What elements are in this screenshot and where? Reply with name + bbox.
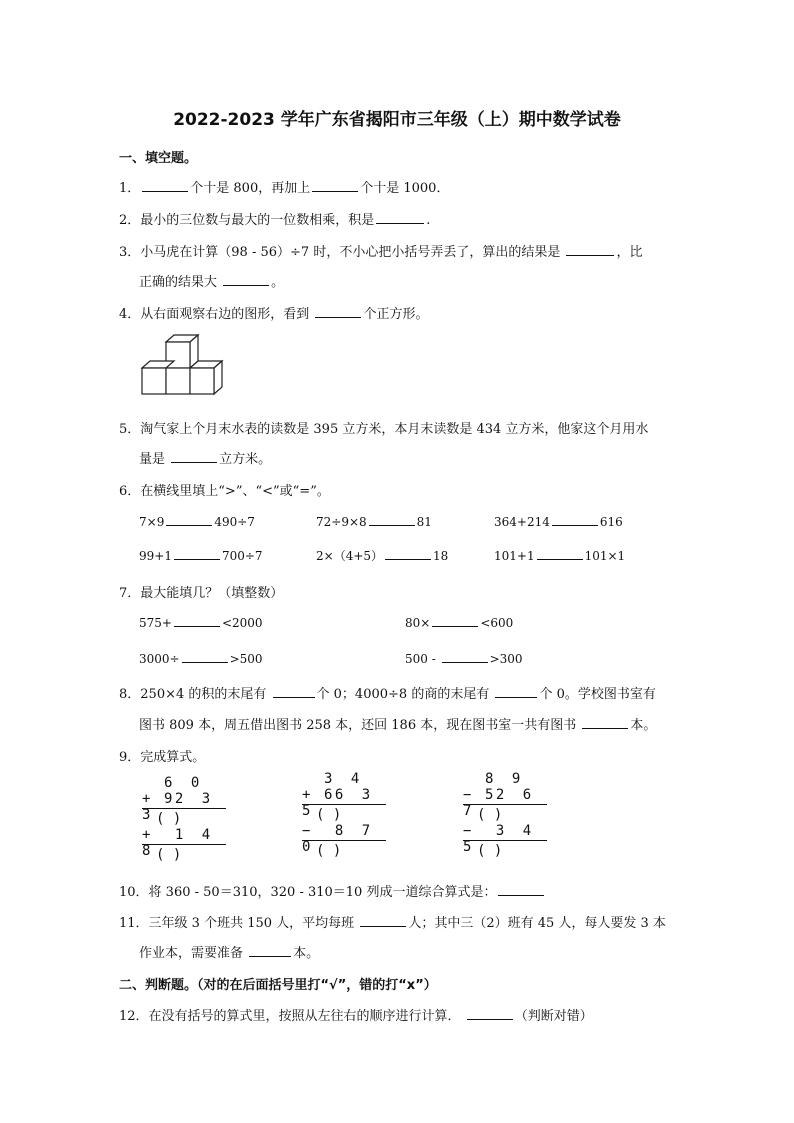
fill-item: 80× <600: [405, 616, 514, 630]
calc-operator: −: [463, 823, 477, 839]
answer-parentheses[interactable]: ( ): [477, 807, 503, 823]
question-1: [119, 177, 449, 196]
question-number: 9．: [119, 750, 141, 765]
question-text: 立方米。: [219, 452, 272, 467]
answer-parentheses[interactable]: ( ): [316, 843, 342, 859]
answer-parentheses[interactable]: ( ): [316, 807, 342, 823]
answer-blank[interactable]: [582, 716, 628, 729]
question-text: 从右面观察右边的图形，看到: [140, 307, 310, 322]
question-4: [119, 303, 428, 322]
answer-parentheses[interactable]: ( ): [156, 811, 182, 827]
question-10: [119, 881, 546, 900]
calc-number: 3 4 5: [463, 823, 537, 855]
calc-operator: +: [302, 787, 316, 803]
question-number: 2．: [119, 213, 141, 228]
calc-number: 2 3 3: [142, 791, 216, 823]
vertical-calculation-3: [463, 771, 547, 859]
answer-blank[interactable]: [385, 547, 431, 560]
question-text: 图书 809 本，周五借出图书 258 本，还回 186 本，现在图书室一共有图书: [139, 718, 577, 733]
answer-blank[interactable]: [273, 685, 315, 698]
question-text: 最小的三位数与最大的一位数相乘，积是: [140, 213, 375, 228]
question-11-continued: [139, 942, 319, 961]
answer-blank[interactable]: [467, 1007, 513, 1020]
calc-number: 6 0 9: [164, 775, 205, 807]
question-text: .: [426, 213, 431, 228]
compare-item: 99+1 700÷7: [139, 549, 263, 563]
cube-front-face: [190, 368, 214, 394]
answer-blank[interactable]: [166, 513, 212, 526]
question-text: 作业本，需要准备: [139, 946, 244, 961]
question-text: 将 360 - 50＝310，320 - 310＝10 列成一道综合算式是：: [148, 885, 497, 900]
cube-figure: [137, 334, 237, 400]
question-text: 个 0。学校图书室有: [539, 687, 656, 702]
answer-blank[interactable]: [174, 547, 220, 560]
compare-item: 101+1 101×1: [494, 549, 626, 563]
question-text: 正确的结果大: [139, 275, 218, 290]
question-number: 7．: [119, 586, 141, 601]
calc-operator: −: [302, 823, 316, 839]
question-text: 淘气家上个月末水表的读数是 395 立方米，本月末读数是 434 立方米，他家这个月用水: [140, 422, 649, 437]
answer-blank[interactable]: [566, 243, 614, 256]
answer-blank[interactable]: [432, 614, 478, 627]
calc-operator: +: [142, 791, 156, 807]
question-6: [119, 480, 330, 499]
page-title: 2022-2023 学年广东省揭阳市三年级（上）期中数学试卷: [173, 110, 621, 130]
question-text: 个十是 800，再加上: [190, 181, 311, 196]
answer-blank[interactable]: [174, 614, 220, 627]
compare-item: 364+214 616: [494, 515, 623, 529]
question-11: [119, 912, 666, 931]
question-text: 本。: [293, 946, 320, 961]
question-number: 5．: [119, 422, 141, 437]
question-text: 本。: [630, 718, 657, 733]
compare-item: 72÷9×8 81: [316, 515, 432, 529]
question-text: 250×4 的积的末尾有: [140, 687, 267, 702]
question-text: 人；其中三（2）班有 45 人，每人要发 3 本: [408, 916, 666, 931]
vertical-calculation-1: [142, 775, 226, 863]
cube-front-face: [142, 368, 166, 394]
question-number: 12．: [119, 1009, 149, 1024]
answer-blank[interactable]: [223, 273, 269, 286]
question-text: ，比: [616, 245, 643, 260]
question-7: [119, 582, 283, 601]
question-number: 8．: [119, 687, 141, 702]
question-number: 6．: [119, 484, 141, 499]
answer-blank[interactable]: [182, 650, 228, 663]
question-number: 4．: [119, 307, 141, 322]
section-heading-fill-in: 一、填空题。: [119, 151, 198, 166]
answer-blank[interactable]: [537, 547, 583, 560]
calc-operator: −: [463, 787, 477, 803]
answer-blank[interactable]: [442, 650, 488, 663]
question-2: [119, 209, 430, 228]
calc-number: 8 9 5: [485, 771, 526, 803]
fill-item: 3000÷ >500: [139, 652, 263, 666]
question-number: 11．: [119, 916, 149, 931]
calc-operator: +: [142, 827, 156, 843]
question-12: [119, 1005, 593, 1024]
question-3: [119, 241, 642, 260]
question-text: 小马虎在计算（98 - 56）÷7 时，不小心把小括号弄丢了，算出的结果是: [140, 245, 561, 260]
calc-number: 2 6 7: [463, 787, 537, 819]
question-5-continued: [139, 448, 271, 467]
calc-number: 8 7 0: [302, 823, 376, 855]
answer-blank[interactable]: [376, 211, 424, 224]
question-9: [119, 746, 205, 765]
question-8-continued: [139, 714, 656, 733]
cube-front-face: [166, 368, 190, 394]
fill-item: 500 - >300: [405, 652, 523, 666]
question-text: 个 0；4000÷8 的商的末尾有: [316, 687, 490, 702]
compare-item: 2×（4+5） 18: [316, 549, 449, 563]
answer-blank[interactable]: [360, 914, 406, 927]
question-5: [119, 418, 648, 437]
question-text: 。: [271, 275, 285, 290]
answer-blank[interactable]: [369, 513, 415, 526]
question-number: 3．: [119, 245, 141, 260]
compare-item: 7×9 490÷7: [139, 515, 255, 529]
question-3-continued: [139, 271, 284, 290]
question-text: 三年级 3 个班共 150 人，平均每班: [148, 916, 355, 931]
answer-blank[interactable]: [171, 450, 217, 463]
answer-blank[interactable]: [249, 944, 291, 957]
answer-blank[interactable]: [142, 179, 188, 192]
question-number: 1．: [119, 181, 141, 196]
fill-item: 575+ <2000: [139, 616, 263, 630]
answer-blank[interactable]: [552, 513, 598, 526]
calc-number: 1 4 8: [142, 827, 216, 859]
question-text: 个正方形。: [363, 307, 429, 322]
question-number: 10．: [119, 885, 149, 900]
question-text: 个十是 1000．: [360, 181, 450, 196]
vertical-calculation-2: [302, 771, 386, 859]
question-text: 量是: [139, 452, 166, 467]
answer-blank[interactable]: [498, 883, 544, 896]
question-8: [119, 683, 656, 702]
calc-number: 3 4 6: [324, 771, 365, 803]
question-text: 完成算式。: [140, 750, 206, 765]
calc-number: 6 3 5: [302, 787, 376, 819]
section-heading-true-false: 二、判断题。（对的在后面括号里打“√”，错的打“x”）: [119, 978, 437, 993]
question-text: （判断对错）: [514, 1009, 593, 1024]
answer-blank[interactable]: [312, 179, 358, 192]
question-text: 最大能填几？（填整数）: [140, 586, 284, 601]
answer-parentheses[interactable]: ( ): [156, 847, 182, 863]
question-text: 在横线里填上“>”、“<”或“=”。: [140, 484, 330, 499]
answer-blank[interactable]: [315, 305, 361, 318]
answer-blank[interactable]: [495, 685, 537, 698]
answer-parentheses[interactable]: ( ): [477, 843, 503, 859]
question-text: 在没有括号的算式里，按照从左往右的顺序进行计算．: [148, 1009, 461, 1024]
